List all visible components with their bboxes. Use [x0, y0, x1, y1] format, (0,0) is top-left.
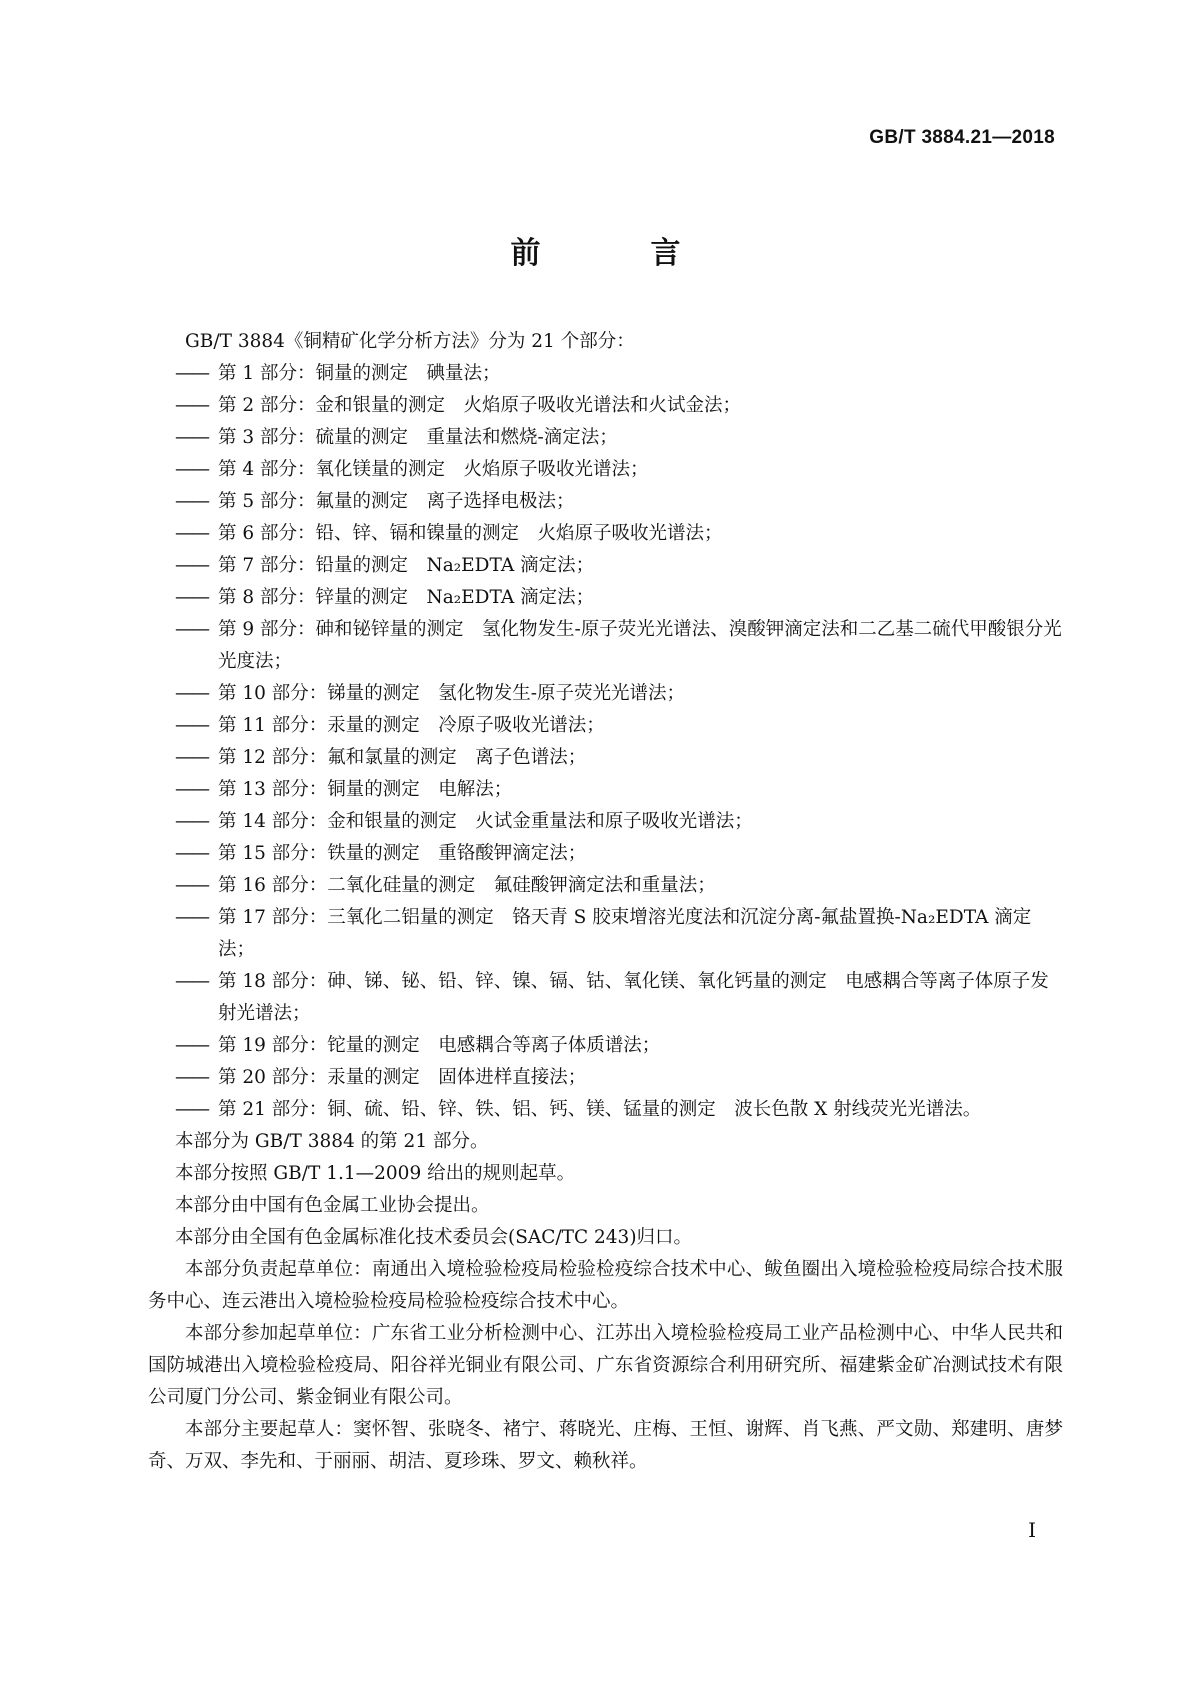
main-drafters: 本部分主要起草人：窦怀智、张晓冬、褚宁、蒋晓光、庄梅、王恒、谢辉、肖飞燕、严文勋、郑建明、唐梦奇、万双、李先和、于丽丽、胡洁、夏珍珠、罗文、赖秋祥。: [148, 1419, 1063, 1472]
part-text: 第 14 部分：金和银量的测定 火试金重量法和原子吸收光谱法；: [218, 811, 753, 832]
part-text: 第 13 部分：铜量的测定 电解法；: [218, 779, 513, 800]
dash-mark: ——: [175, 587, 208, 608]
dash-mark: ——: [175, 363, 208, 384]
part-text: 第 17 部分：三氧化二铝量的测定 铬天青 S 胶束增溶光度法和沉淀分离-氟盐置换-Na₂EDTA 滴定法；: [218, 907, 1032, 960]
part-item: [175, 486, 1063, 518]
dash-mark: ——: [175, 875, 208, 896]
part-item: [175, 422, 1063, 454]
part-text: 第 4 部分：氧化镁量的测定 火焰原子吸收光谱法；: [218, 459, 649, 480]
part-text: 第 8 部分：锌量的测定 Na₂EDTA 滴定法；: [218, 587, 595, 608]
dash-mark: ——: [175, 907, 208, 928]
part-item: [175, 1062, 1063, 1094]
part-item: [175, 742, 1063, 774]
part-text: 第 20 部分：汞量的测定 固体进样直接法；: [218, 1067, 587, 1088]
responsible-drafters: 本部分负责起草单位：南通出入境检验检疫局检验检疫综合技术中心、鲅鱼圈出入境检验检疫局综合技术服务中心、连云港出入境检验检疫局检验检疫综合技术中心。: [148, 1259, 1063, 1312]
part-item: [175, 390, 1063, 422]
part-text: 第 2 部分：金和银量的测定 火焰原子吸收光谱法和火试金法；: [218, 395, 742, 416]
part-item: [175, 614, 1063, 678]
dash-mark: ——: [175, 555, 208, 576]
part-item: [175, 870, 1063, 902]
dash-mark: ——: [175, 395, 208, 416]
dash-mark: ——: [175, 811, 208, 832]
dash-mark: ——: [175, 683, 208, 704]
part-item: [175, 678, 1063, 710]
part-item: [175, 358, 1063, 390]
part-item: [175, 454, 1063, 486]
page-number: I: [1028, 1518, 1036, 1542]
proposer: 本部分由中国有色金属工业协会提出。: [175, 1195, 490, 1216]
part-text: 第 3 部分：硫量的测定 重量法和燃烧-滴定法；: [218, 427, 618, 448]
part-item: [175, 582, 1063, 614]
part-item: [175, 774, 1063, 806]
part-text: 第 5 部分：氟量的测定 离子选择电极法；: [218, 491, 575, 512]
part-text: 第 9 部分：砷和铋锌量的测定 氢化物发生-原子荧光光谱法、溴酸钾滴定法和二乙基二硫代甲酸银分光光度法；: [218, 619, 1062, 672]
part-item: [175, 710, 1063, 742]
parts-list: [175, 358, 1063, 1126]
part-text: 第 16 部分：二氧化硅量的测定 氟硅酸钾滴定法和重量法；: [218, 875, 716, 896]
committee: 本部分由全国有色金属标准化技术委员会(SAC/TC 243)归口。: [175, 1227, 693, 1248]
dash-mark: ——: [175, 523, 208, 544]
part-text: 第 1 部分：铜量的测定 碘量法；: [218, 363, 501, 384]
dash-mark: ——: [175, 459, 208, 480]
part-statement: 本部分为 GB/T 3884 的第 21 部分。: [175, 1131, 489, 1152]
part-text: 第 21 部分：铜、硫、铅、锌、铁、铝、钙、镁、锰量的测定 波长色散 X 射线荧光光谱法。: [218, 1099, 982, 1120]
part-text: 第 18 部分：砷、锑、铋、铅、锌、镍、镉、钴、氧化镁、氧化钙量的测定 电感耦合等离子体原子发射光谱法；: [218, 971, 1049, 1024]
dash-mark: ——: [175, 843, 208, 864]
dash-mark: ——: [175, 747, 208, 768]
part-text: 第 7 部分：铅量的测定 Na₂EDTA 滴定法；: [218, 555, 595, 576]
dash-mark: ——: [175, 1035, 208, 1056]
part-text: 第 11 部分：汞量的测定 冷原子吸收光谱法；: [218, 715, 605, 736]
intro-line: GB/T 3884《铜精矿化学分析方法》分为 21 个部分：: [185, 331, 635, 352]
part-item: [175, 902, 1063, 966]
dash-mark: ——: [175, 715, 208, 736]
part-text: 第 15 部分：铁量的测定 重铬酸钾滴定法；: [218, 843, 587, 864]
standard-code: GB/T 3884.21—2018: [869, 127, 1055, 148]
part-item: [175, 1094, 1063, 1126]
foreword-body: [148, 326, 1063, 1478]
page-title: 前 言: [510, 236, 721, 271]
part-text: 第 10 部分：锑量的测定 氢化物发生-原子荧光光谱法；: [218, 683, 686, 704]
dash-mark: ——: [175, 971, 208, 992]
part-item: [175, 550, 1063, 582]
part-item: [175, 806, 1063, 838]
part-text: 第 6 部分：铅、锌、镉和镍量的测定 火焰原子吸收光谱法；: [218, 523, 723, 544]
participating-drafters: 本部分参加起草单位：广东省工业分析检测中心、江苏出入境检验检疫局工业产品检测中心、中华人民共和国防城港出入境检验检疫局、阳谷祥光铜业有限公司、广东省资源综合利用研究所、福建紫金矿冶测试技术有限公司厦门分公司、紫金铜业有限公司。: [148, 1323, 1063, 1408]
dash-mark: ——: [175, 1067, 208, 1088]
dash-mark: ——: [175, 1099, 208, 1120]
part-item: [175, 838, 1063, 870]
dash-mark: ——: [175, 491, 208, 512]
dash-mark: ——: [175, 779, 208, 800]
part-text: 第 12 部分：氟和氯量的测定 离子色谱法；: [218, 747, 587, 768]
drafting-rules: 本部分按照 GB/T 1.1—2009 给出的规则起草。: [175, 1163, 576, 1184]
part-text: 第 19 部分：铊量的测定 电感耦合等离子体质谱法；: [218, 1035, 661, 1056]
dash-mark: ——: [175, 619, 208, 640]
part-item: [175, 966, 1063, 1030]
part-item: [175, 1030, 1063, 1062]
dash-mark: ——: [175, 427, 208, 448]
part-item: [175, 518, 1063, 550]
